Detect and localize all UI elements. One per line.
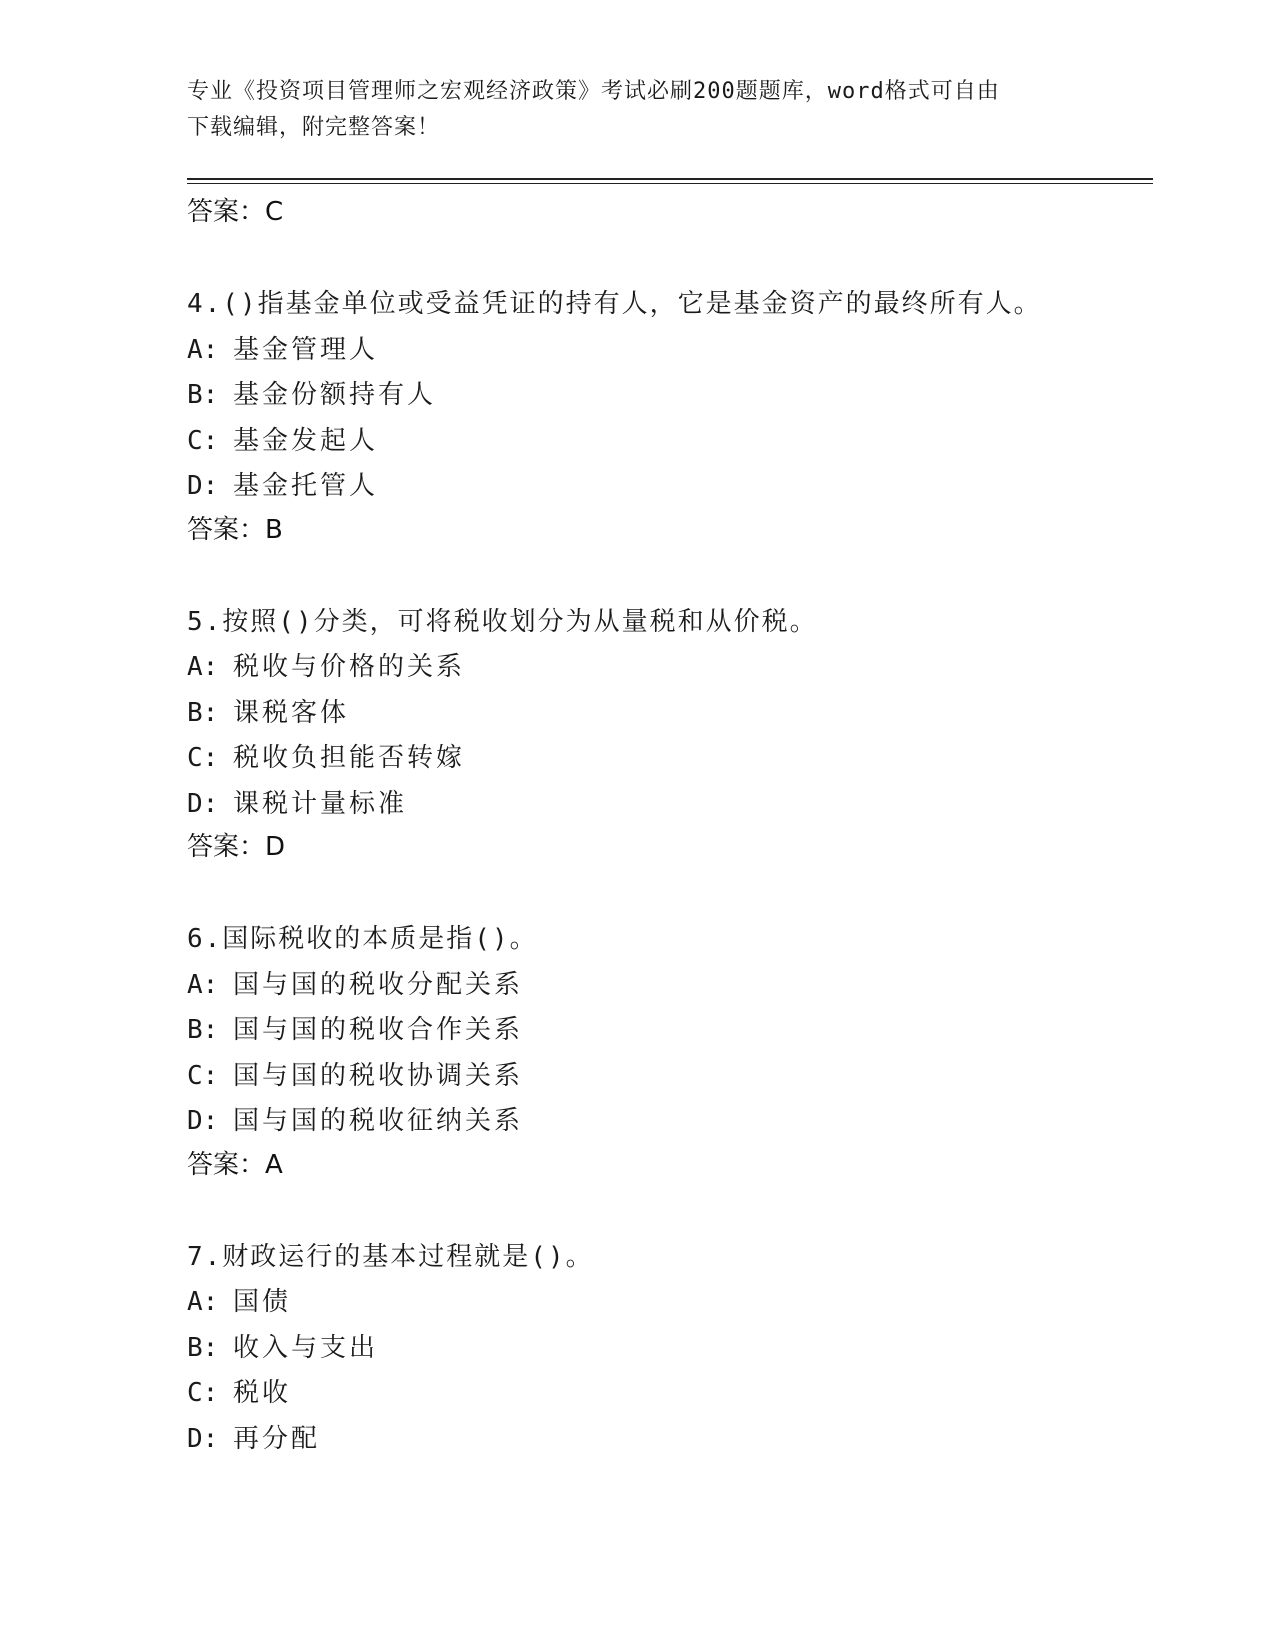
answer-text: 答案：D — [187, 832, 286, 862]
option-letter: D: — [187, 1423, 219, 1454]
answer-text: 答案：A — [187, 1149, 283, 1180]
question-list — [187, 192, 1153, 1462]
option-b — [187, 1326, 1153, 1372]
header-line-1: 专业《投资项目管理师之宏观经济政策》考试必刷200题题库，word格式可自由 — [187, 79, 1000, 104]
option-letter: A: — [187, 1287, 219, 1317]
option-c — [187, 736, 1153, 782]
option-letter: A: — [187, 969, 219, 1000]
option-letter: A: — [187, 334, 219, 365]
option-text: 课税计量标准 — [233, 788, 408, 819]
option-letter: D: — [187, 471, 219, 501]
question-stem: 5.按照()分类，可将税收划分为从量税和从价税。 — [187, 606, 818, 637]
option-text: 基金管理人 — [233, 334, 379, 365]
question-item — [187, 1235, 1153, 1463]
option-text: 国与国的税收协调关系 — [233, 1060, 524, 1091]
option-b — [187, 373, 1153, 419]
option-d — [187, 782, 1153, 828]
option-d — [187, 1417, 1153, 1463]
option-letter: C: — [187, 1378, 219, 1408]
answer-text: 答案：B — [187, 514, 283, 545]
option-letter: D: — [187, 1106, 219, 1136]
header-divider-thick — [187, 178, 1153, 180]
option-text: 基金份额持有人 — [233, 380, 437, 410]
option-letter: C: — [187, 1060, 219, 1091]
option-text: 基金托管人 — [233, 471, 379, 501]
option-text: 税收与价格的关系 — [233, 652, 466, 682]
option-text: 国与国的税收合作关系 — [233, 1015, 524, 1045]
option-letter: B: — [187, 1015, 219, 1045]
option-b — [187, 1008, 1153, 1054]
question-stem: 4.()指基金单位或受益凭证的持有人，它是基金资产的最终所有人。 — [187, 289, 1042, 319]
option-letter: B: — [187, 1332, 219, 1363]
option-letter: C: — [187, 743, 219, 773]
option-d — [187, 1099, 1153, 1145]
question-item — [187, 600, 1153, 868]
question-stem: 7.财政运行的基本过程就是()。 — [187, 1241, 594, 1272]
option-a — [187, 1280, 1153, 1326]
question-stem: 6.国际税收的本质是指()。 — [187, 924, 538, 954]
option-d — [187, 464, 1153, 510]
header-divider-thin — [187, 183, 1153, 184]
option-c — [187, 1054, 1153, 1100]
option-text: 国债 — [233, 1287, 292, 1317]
option-c — [187, 1371, 1153, 1417]
option-text: 收入与支出 — [233, 1332, 379, 1363]
option-letter: D: — [187, 788, 219, 819]
question-item — [187, 282, 1153, 550]
option-letter: A: — [187, 652, 219, 682]
option-text: 国与国的税收分配关系 — [233, 969, 524, 1000]
option-letter: B: — [187, 380, 219, 410]
answer-text: 答案：C — [187, 197, 284, 227]
option-a — [187, 645, 1153, 691]
option-a — [187, 963, 1153, 1009]
document-header — [187, 74, 1067, 146]
option-text: 基金发起人 — [233, 425, 379, 456]
option-text: 课税客体 — [233, 697, 350, 728]
option-b — [187, 691, 1153, 737]
option-letter: B: — [187, 697, 219, 728]
option-letter: C: — [187, 425, 219, 456]
option-a — [187, 328, 1153, 374]
option-text: 国与国的税收征纳关系 — [233, 1106, 524, 1136]
header-line-2: 下载编辑，附完整答案！ — [187, 115, 441, 140]
question-item — [187, 917, 1153, 1185]
option-c — [187, 419, 1153, 465]
option-text: 税收负担能否转嫁 — [233, 743, 466, 773]
option-text: 税收 — [233, 1378, 292, 1408]
option-text: 再分配 — [233, 1423, 321, 1454]
